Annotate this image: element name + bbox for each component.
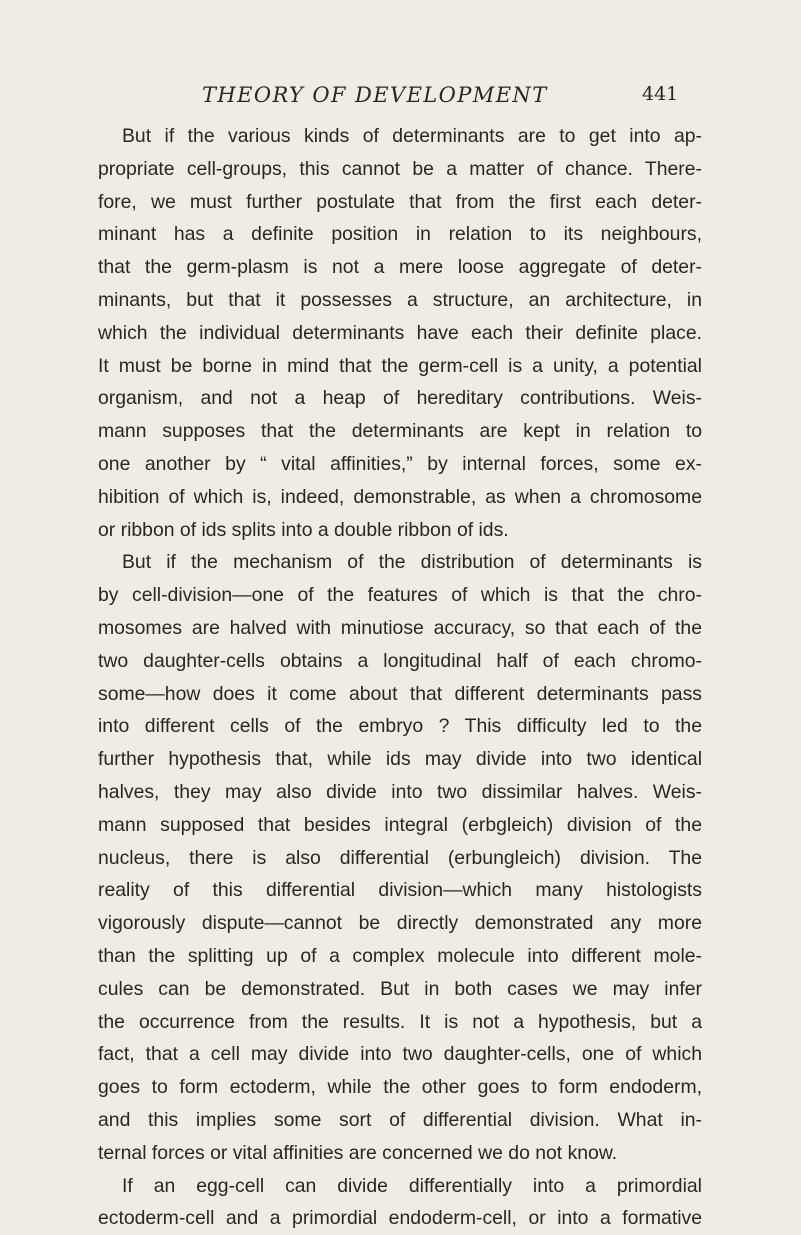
running-title: THEORY OF DEVELOPMENT: [202, 83, 548, 107]
text-line: mann supposed that besides integral (erbgleich) division of the: [98, 809, 702, 842]
text-line: by cell-division—one of the features of which is that the chro-: [98, 579, 702, 612]
text-line: But if the mechanism of the distribution of determinants is: [98, 546, 702, 579]
text-line: mosomes are halved with minutiose accuracy, so that each of the: [98, 612, 702, 645]
text-line: minant has a definite position in relation to its neighbours,: [98, 218, 702, 251]
paragraph: [98, 1170, 702, 1235]
text-line: ternal forces or vital affinities are concerned we do not know.: [98, 1137, 702, 1170]
text-line: the occurrence from the results. It is not a hypothesis, but a: [98, 1006, 702, 1039]
page-header: [0, 83, 801, 113]
text-line: organism, and not a heap of hereditary contributions. Weis-: [98, 382, 702, 415]
text-line: It must be borne in mind that the germ-cell is a unity, a potential: [98, 350, 702, 383]
text-line: further hypothesis that, while ids may divide into two identical: [98, 743, 702, 776]
text-line: mann supposes that the determinants are kept in relation to: [98, 415, 702, 448]
text-line: that the germ-plasm is not a mere loose aggregate of deter-: [98, 251, 702, 284]
text-line: than the splitting up of a complex molecule into different mole-: [98, 940, 702, 973]
text-line: into different cells of the embryo ? This difficulty led to the: [98, 710, 702, 743]
paragraph: [98, 120, 702, 546]
paragraph: [98, 546, 702, 1169]
text-line: cules can be demonstrated. But in both cases we may infer: [98, 973, 702, 1006]
text-line: But if the various kinds of determinants are to get into ap-: [98, 120, 702, 153]
text-line: two daughter-cells obtains a longitudinal half of each chromo-: [98, 645, 702, 678]
text-line: and this implies some sort of differential division. What in-: [98, 1104, 702, 1137]
text-line: which the individual determinants have each their definite place.: [98, 317, 702, 350]
text-line: fore, we must further postulate that from the first each deter-: [98, 186, 702, 219]
text-line: one another by “ vital affinities,” by internal forces, some ex-: [98, 448, 702, 481]
text-line: hibition of which is, indeed, demonstrable, as when a chromosome: [98, 481, 702, 514]
text-line: If an egg-cell can divide differentially into a primordial: [98, 1170, 702, 1203]
text-line: minants, but that it possesses a structure, an architecture, in: [98, 284, 702, 317]
text-line: ectoderm-cell and a primordial endoderm-cell, or into a formative: [98, 1202, 702, 1235]
text-line: or ribbon of ids splits into a double ribbon of ids.: [98, 514, 702, 547]
text-line: vigorously dispute—cannot be directly demonstrated any more: [98, 907, 702, 940]
page-number: 441: [642, 83, 678, 105]
text-line: some—how does it come about that different determinants pass: [98, 678, 702, 711]
text-line: goes to form ectoderm, while the other goes to form endoderm,: [98, 1071, 702, 1104]
text-line: reality of this differential division—which many histologists: [98, 874, 702, 907]
text-line: nucleus, there is also differential (erbungleich) division. The: [98, 842, 702, 875]
text-line: fact, that a cell may divide into two daughter-cells, one of which: [98, 1038, 702, 1071]
body-text: [98, 120, 702, 1235]
text-line: propriate cell-groups, this cannot be a matter of chance. There-: [98, 153, 702, 186]
text-line: halves, they may also divide into two dissimilar halves. Weis-: [98, 776, 702, 809]
